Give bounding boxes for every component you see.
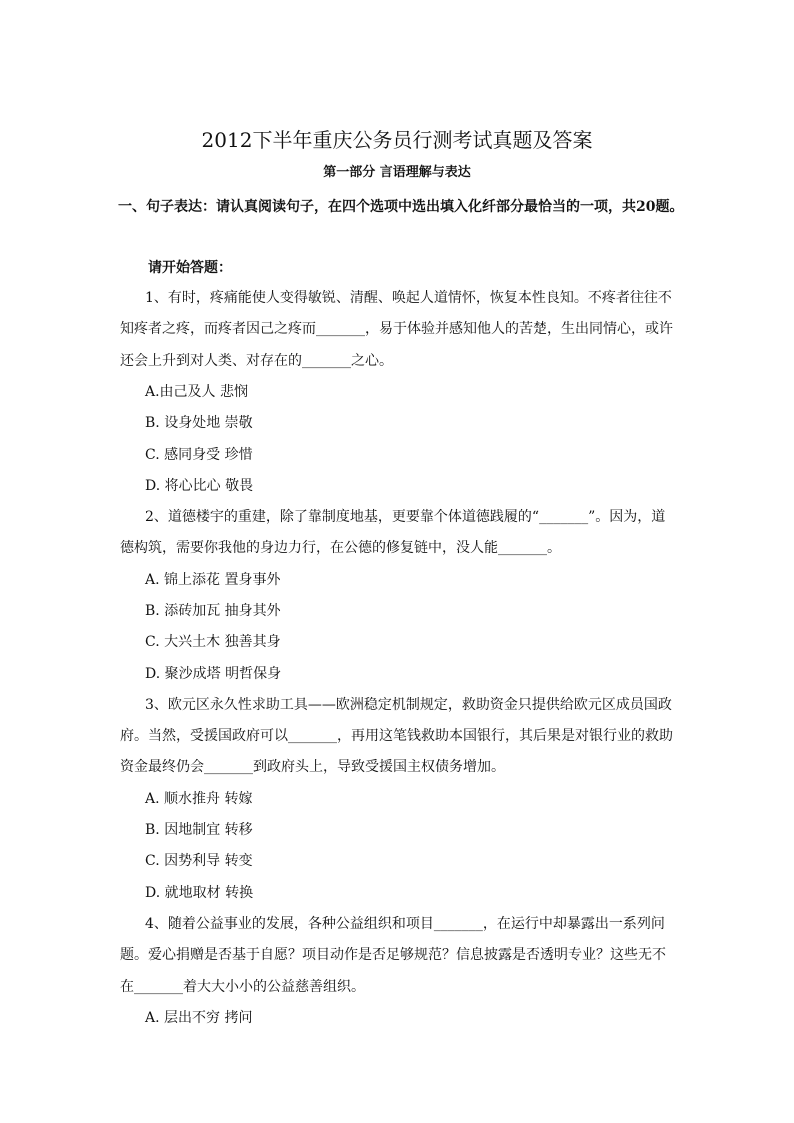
question-2-option: C. 大兴土木 独善其身	[145, 634, 281, 650]
question-1-stem-line: 知疼者之疼，而疼者因己之疼而_______，易于体验并感知他人的苦楚，生出同情心，或许	[120, 321, 673, 337]
question-1-option: B. 设身处地 崇敬	[145, 415, 253, 431]
part-title: 第一部分 言语理解与表达	[323, 165, 471, 180]
question-4-stem-line: 题。爱心捐赠是否基于自愿？项目动作是否足够规范？信息披露是否透明专业？这些无不	[120, 947, 666, 963]
section-instruction: 一、句子表达：请认真阅读句子，在四个选项中选出填入化纤部分最恰当的一项，共20题。	[118, 199, 684, 215]
question-1-stem-line: 1、有时，疼痛能使人变得敏锐、清醒、唤起人道情怀，恢复本性良知。不疼者往往不	[145, 290, 672, 306]
question-3-option: C. 因势利导 转变	[145, 853, 253, 869]
question-4-stem-line: 4、随着公益事业的发展，各种公益组织和项目_______，在运行中却暴露出一系列问	[145, 916, 665, 932]
question-2-stem-line: 德构筑，需要你我他的身边力行，在公德的修复链中，没人能_______。	[120, 540, 561, 556]
question-2-option: D. 聚沙成塔 明哲保身	[145, 666, 282, 682]
question-1-option: D. 将心比心 敬畏	[145, 478, 254, 494]
question-2-stem-line: 2、道德楼宇的重建，除了靠制度地基，更要靠个体道德践履的“_______”。因为，道	[145, 509, 666, 525]
question-2-option: B. 添砖加瓦 抽身其外	[145, 603, 281, 619]
question-3-stem-line: 3、欧元区永久性求助工具——欧洲稳定机制规定，救助资金只提供给欧元区成员国政	[145, 697, 672, 713]
question-3-stem-line: 资金最终仍会_______到政府头上，导致受援国主权债务增加。	[120, 759, 505, 775]
question-3-option: A. 顺水推舟 转嫁	[145, 791, 253, 807]
question-1-stem-line: 还会上升到对人类、对存在的_______之心。	[120, 353, 393, 369]
question-4-option: A. 层出不穷 拷问	[145, 1010, 253, 1026]
question-2-option: A. 锦上添花 置身事外	[145, 572, 281, 588]
start-label: 请开始答题：	[148, 260, 232, 276]
question-3-option: D. 就地取材 转换	[145, 885, 254, 901]
question-4-stem-line: 在_______着大大小小的公益慈善组织。	[120, 979, 365, 995]
question-3-option: B. 因地制宜 转移	[145, 822, 253, 838]
question-1-option: A.由己及人 悲悯	[145, 384, 249, 400]
document-title: 2012下半年重庆公务员行测考试真题及答案	[201, 128, 593, 152]
question-3-stem-line: 府。当然，受援国政府可以_______，再用这笔钱救助本国银行，其后果是对银行业的救助	[120, 728, 673, 744]
question-1-option: C. 感同身受 珍惜	[145, 447, 253, 463]
